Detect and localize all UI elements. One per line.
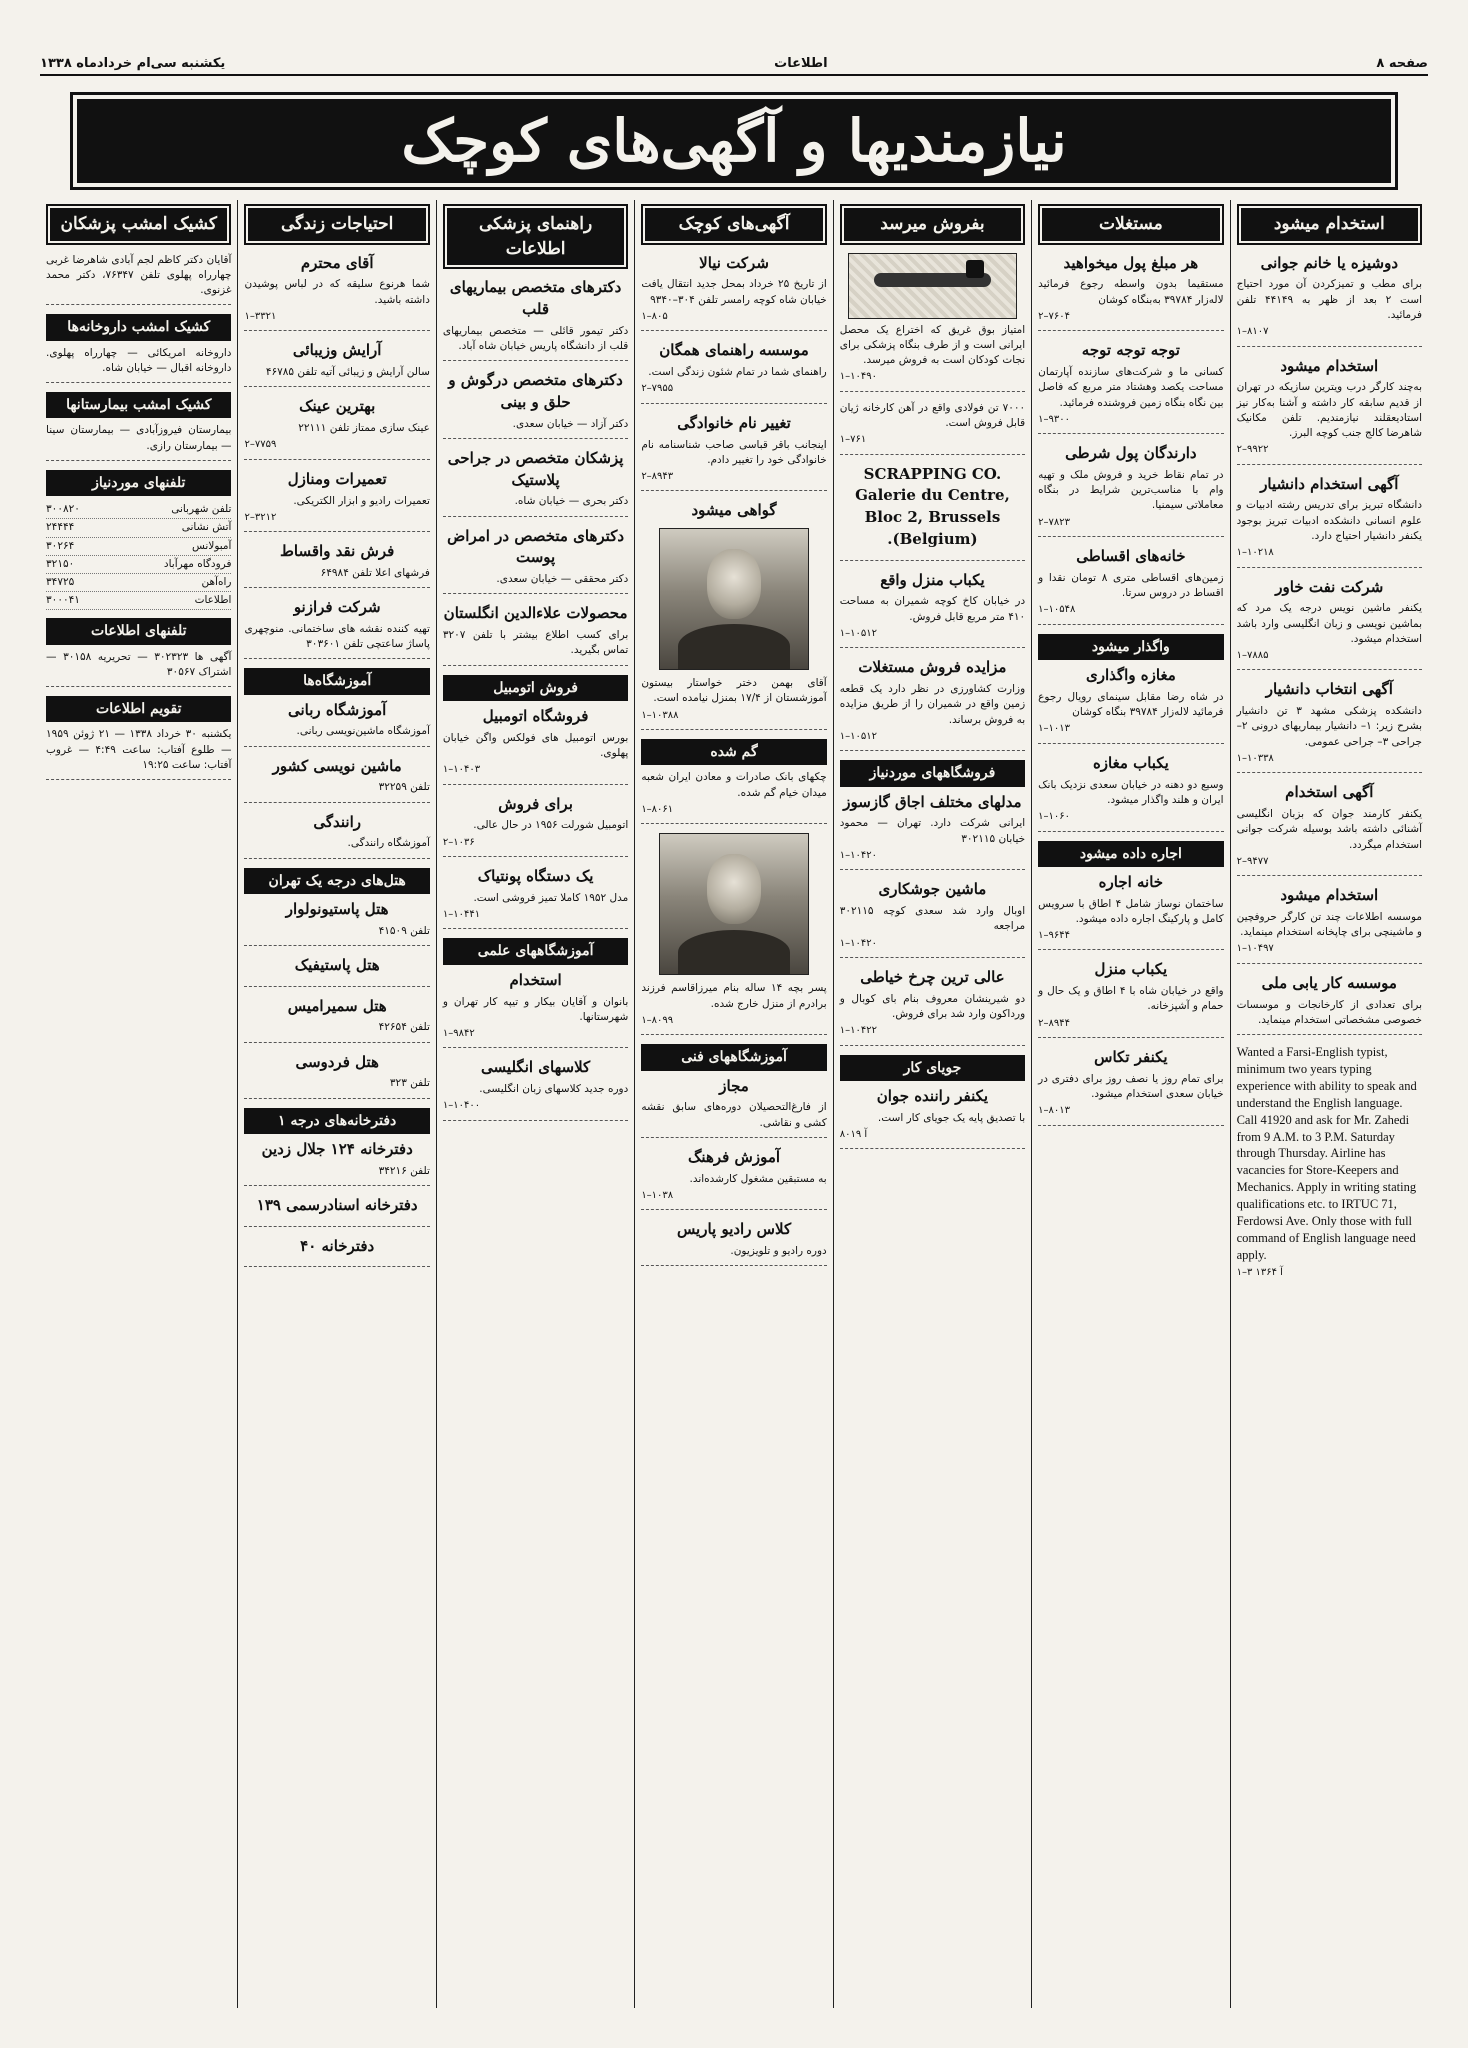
phone-name: اطلاعات	[194, 594, 232, 607]
column-4	[634, 200, 832, 2008]
classified-ad	[46, 346, 231, 383]
photo-face	[707, 549, 760, 619]
phone-number: ۳۰۰۸۲۰	[46, 503, 80, 516]
ad-title: هتل فردوسی	[295, 1052, 379, 1071]
classified-ad	[1038, 1047, 1223, 1126]
ad-body: دوره جدید کلاسهای زبان انگلیسی.	[479, 1083, 629, 1096]
ad-body: برای مطب و تمیزکردن آن مورد احتیاج است ۲ بعد از ظهر به ۴۴۱۴۹ تلفن فرمائید.	[1236, 278, 1422, 321]
classified-ad	[443, 370, 628, 439]
classified-ad	[840, 792, 1025, 871]
classified-ad	[443, 277, 628, 361]
ad-code: ۱–۷۸۸۵	[1236, 649, 1269, 661]
ad-body: موسسه اطلاعات چند تن کارگر حروفچین و ماشینچی برای چاپخانه استخدام مینماید.	[1236, 911, 1422, 939]
ad-body: وزارت کشاورزی در نظر دارد یک قطعه زمین واقع در شمیران را از طریق مزایده به فروش برساند.	[839, 683, 1026, 726]
ad-code: ۱–۸۱۰۷	[1236, 326, 1269, 338]
phone-number: ۳۲۱۵۰	[46, 557, 75, 570]
ad-title: تعمیرات ومنازل	[287, 469, 387, 488]
ad-title: استخدام میشود	[1280, 356, 1379, 375]
ad-code: ۲–۱۰۳۶	[442, 836, 475, 848]
classified-ad	[244, 469, 429, 532]
ad-code: ۱–۱۰۳۸۸	[641, 709, 679, 721]
ad-title: آگهی استخدام دانشیار	[1260, 474, 1399, 493]
classified-ad	[840, 464, 1025, 561]
ad-code: ۲–۸۹۴۴	[1038, 1017, 1071, 1029]
ad-body: دکتر بحری — خیابان شاه.	[514, 495, 629, 508]
portrait-photo	[659, 833, 809, 975]
section-heading: تقویم اطلاعات	[46, 696, 231, 722]
ad-title: ماشین جوشکاری	[878, 880, 987, 899]
ad-title: استخدام	[509, 970, 562, 989]
ad-code: ۱–۱۰۳۳۸	[1236, 752, 1274, 764]
classified-ad	[443, 794, 628, 857]
classified-ad	[641, 981, 826, 1035]
section-heading: واگذار میشود	[1038, 634, 1223, 660]
ad-body: از فارغ‌التحصیلان دوره‌های سابق نقشه کشی و نقاشی.	[641, 1101, 827, 1129]
ad-body: دانشکده پزشکی مشهد ۳ تن دانشیار بشرح زیر: ۱– دانشیار بیماریهای درونی ۲– جراحی ۳– جراحی عمومی.	[1236, 705, 1422, 748]
classified-ad	[1237, 253, 1422, 347]
english-ad: Wanted a Farsi-English typist, minimum two years typing experience with ability to speak and understand the English language. Call 41920 and ask for Mr. Zahedi from 9 A.M. to 3 P.M. Saturday through Thursday. Airline has vacancies for Store-Keepers and Mechanics. Apply in writing stating qualifications etc. to IRTUC 71, Ferdowsi Ave. Only those with full command of English language need apply.	[1236, 1045, 1417, 1262]
ad-body: واقع در خیابان شاه با ۴ اطاق و یک حال و حمام و آشپزخانه.	[1038, 985, 1224, 1013]
column-heading: مستغلات	[1038, 204, 1223, 245]
photo-shoulders	[678, 624, 791, 669]
ad-body: کسانی ما و شرکت‌های سازنده آپارتمان مساحت یکصد وهشتاد متر مربع که فاصل بین نگاه بنگاه زمین فروشنده فرمائید.	[1038, 366, 1224, 409]
ad-body: در شاه رضا مقابل سینمای رویال رجوع فرمائید لاله‌زار ۳۹۷۸۴ بنگاه کوشان	[1038, 690, 1224, 719]
ad-title: موسسه کار یابی ملی	[1261, 973, 1397, 992]
ad-code: ۲–۷۷۵۹	[244, 439, 277, 451]
ad-code: ۱–۱۰۴۲۲	[839, 1025, 877, 1037]
ad-code: ۱–۱۰۵۱۲	[839, 730, 877, 742]
ad-code: ۲–۷۶۰۴	[1038, 310, 1071, 322]
ad-title: برای فروش	[498, 794, 573, 813]
ad-code: ۱–۱۰۲۱۸	[1236, 547, 1274, 559]
classified-ad	[1038, 959, 1223, 1038]
ad-code: ۱–۷۶۱	[839, 434, 867, 446]
classified-ad	[244, 996, 429, 1043]
phone-row	[46, 538, 231, 556]
ad-body: به‌چند کارگر درب ویترین سازیکه در تهران از قدیم سابقه کار داشته و آشنا به‌کار نیز استادیعقلند نیازمندیم. تلفن مکانیک شاهرضا کالج جنب کوچه البرز.	[1236, 381, 1422, 439]
ad-body: وسیع دو دهنه در خیابان سعدی نزدیک بانک ایران و هلند واگذار میشود.	[1038, 778, 1224, 806]
column-heading: کشیک امشب پزشکان	[46, 204, 231, 245]
ad-title: آموزشگاه ربانی	[287, 700, 387, 719]
phone-name: فرودگاه مهرآباد	[163, 557, 232, 570]
ad-title: محصولات علاء‌الدین انگلستان	[443, 604, 628, 623]
ad-code: ۱–۱۰۱۳	[1038, 723, 1071, 735]
ad-code: ۲–۳۲۱۲	[244, 511, 277, 523]
column-heading: استخدام میشود	[1237, 204, 1422, 245]
classified-ad	[1237, 782, 1422, 876]
column-7	[40, 200, 237, 2008]
ad-title: آقای محترم	[300, 253, 374, 272]
classified-ad	[244, 253, 429, 332]
section-heading: دفترخانه‌های درجه ۱	[244, 1108, 429, 1134]
ad-body: بورس اتومبیل های فولکس واگن خیابان پهلوی.	[442, 731, 629, 759]
ad-code: ۲–۷۸۲۳	[1038, 516, 1071, 528]
classified-ad	[46, 423, 231, 460]
ad-body: فرشهای اعلا تلفن ۶۴۹۸۴	[320, 566, 430, 579]
ad-title: یکباب منزل واقع	[880, 570, 985, 589]
ad-title: یکباب منزل	[1094, 960, 1168, 979]
ad-title: موسسه راهنمای همگان	[659, 341, 809, 360]
classified-ad	[443, 970, 628, 1049]
section-heading: فروشگاههای موردنیاز	[840, 760, 1025, 786]
ad-body: اوبال وارد شد سعدی کوچه ۳۰۲۱۱۵ مراجعه	[839, 905, 1026, 933]
ad-code: ۱–۹۳۰۰	[1038, 413, 1071, 425]
ad-title: فرش نقد واقساط	[280, 542, 395, 561]
ad-body: چکهای بانک صادرات و معادن ایران شعبه میدان خیام گم شده.	[641, 771, 827, 799]
ad-title: رانندگی	[313, 812, 361, 831]
ad-title: شرکت نفت خاور	[1275, 577, 1384, 596]
classified-ad	[244, 756, 429, 803]
ad-title: یکنفر تکاس	[1094, 1048, 1168, 1067]
classified-ad	[244, 541, 429, 588]
ad-title: هتل پاستیونولوار	[285, 899, 389, 918]
ad-title: خانه‌های اقساطی	[1076, 547, 1186, 566]
ad-body: راهنمای شما در تمام شئون زندگی است.	[648, 366, 827, 379]
classified-ad	[244, 340, 429, 387]
ad-code: ۱–۱۰۴۰۰	[442, 1100, 481, 1112]
phone-number: ۳۰۰۰۴۱	[46, 594, 80, 607]
ad-title: ماشین نویسی کشور	[272, 756, 402, 775]
column-heading: بفروش میرسد	[840, 204, 1025, 245]
classified-ad	[443, 1057, 628, 1120]
ad-body: ساختمان نوساز شامل ۴ اطاق با سرویس کامل و پارکینگ اجاره داده میشود.	[1038, 897, 1224, 925]
classified-ad	[443, 706, 628, 785]
classified-ad	[641, 1076, 826, 1138]
ad-code: ۱–۹۸۴۲	[442, 1027, 475, 1039]
classified-ad	[1038, 872, 1223, 951]
section-heading: هتل‌های درجه یک تهران	[244, 868, 429, 894]
ad-code: ۱–۸۰۶۱	[641, 803, 674, 815]
classified-ad	[244, 1052, 429, 1099]
classified-ad	[244, 812, 429, 859]
classified-ad	[641, 1219, 826, 1266]
classified-ad	[1038, 753, 1223, 832]
classified-ad	[244, 700, 429, 747]
page-number: صفحه ۸	[1376, 55, 1428, 71]
phone-name: راه‌آهن	[201, 575, 232, 588]
classified-ad	[244, 1236, 429, 1268]
columns-container	[40, 200, 1428, 2008]
classified-ad	[1237, 577, 1422, 671]
ad-title: دفترخانه اسنادرسمی ۱۳۹	[256, 1195, 418, 1214]
ad-body: یکنفر کارمند جوان که بزبان انگلیسی آشنائی داشته باشد بوسیله شرکت جوانی استخدام میگردد.	[1236, 808, 1422, 851]
ad-body: اتومبیل شورلت ۱۹۵۶ در حال عالی.	[473, 819, 629, 832]
ad-body: برای تعدادی از کارخانجات و موسسات خصوصی مشخصاتی استخدام مینماید.	[1236, 998, 1422, 1026]
portrait-photo	[659, 528, 809, 670]
classified-ad	[244, 1139, 429, 1186]
classified-ad	[641, 1147, 826, 1210]
classified-ad	[244, 396, 429, 459]
ad-title: دکترهای متخصص درگوش و حلق و بینی	[448, 371, 623, 411]
phone-number: ۳۴۷۲۵	[46, 575, 75, 588]
ad-title: پزشکان متخصص در جراحی پلاستیک	[447, 448, 624, 489]
ad-body: سالن آرایش و زیبائی آتیه تلفن ۴۶۷۸۵	[265, 366, 430, 379]
ad-title: دفترخانه ۱۲۴ جلال زدین	[261, 1139, 413, 1158]
ad-title: دکترهای متخصص در امراض پوست	[447, 526, 625, 567]
classified-ad	[443, 603, 628, 665]
ad-code: ۱–۸۰۹۹	[641, 1014, 674, 1026]
ad-title: مدلهای مختلف اجاق گازسوز	[843, 792, 1022, 811]
section-heading: کشیک امشب بیمارستانها	[46, 392, 231, 418]
classified-ad	[641, 253, 826, 332]
phone-row	[46, 574, 231, 592]
section-heading: تلفنهای موردنیاز	[46, 470, 231, 496]
ad-code: ۱–۸۰۱۳	[1038, 1105, 1071, 1117]
ad-title: کلاسهای انگلیسی	[481, 1058, 591, 1077]
classified-ad	[244, 597, 429, 659]
ad-code: ۱–۱۰۴۲۰	[839, 937, 877, 949]
ad-body: آقایان دکتر کاظم لجم آبادی شاهرضا غربی چهارراه پهلوی تلفن ۷۶۳۴۷، دکتر محمد غزنوی.	[46, 253, 232, 297]
ad-title: عالی ترین چرخ خیاطی	[860, 968, 1005, 986]
ad-title: یکنفر راننده جوان	[876, 1086, 989, 1105]
section-heading: آموزشگاه‌ها	[244, 668, 429, 694]
section-heading: اجاره داده میشود	[1038, 841, 1223, 867]
phone-number: ۲۴۴۴۴	[46, 521, 75, 534]
classified-ad	[1237, 356, 1422, 465]
ad-body: تلفن ۴۱۵۰۹	[378, 924, 430, 937]
column-1	[1230, 200, 1428, 2008]
ad-title: شرکت نیالا	[699, 253, 769, 272]
phone-row	[46, 592, 231, 610]
ad-body: آموزشگاه رانندگی.	[347, 837, 430, 850]
column-2	[1031, 200, 1229, 2008]
classified-ad	[840, 967, 1025, 1046]
ad-title: مغازه واگذاری	[1085, 666, 1176, 685]
classified-ad	[840, 401, 1025, 455]
ad-code: ۱–۱۰۵۱۲	[839, 627, 877, 639]
classified-ad	[46, 650, 231, 687]
ad-body: اینجانب باقر قباسی صاحب شناسنامه نام خانوادگی خود را تغییر دادم.	[641, 438, 827, 466]
column-heading: راهنمای پزشکی اطلاعات	[443, 204, 628, 269]
ad-title: هتل پاستیفیک	[294, 955, 380, 974]
ad-body: دکتر آزاد — خیابان سعدی.	[512, 417, 629, 430]
ad-body: دکتر محققی — خیابان سعدی.	[496, 573, 629, 586]
section-heading: تلفنهای اطلاعات	[46, 618, 231, 644]
ad-code: ۲–۹۴۷۷	[1236, 855, 1269, 867]
column-heading: احتیاجات زندگی	[244, 204, 429, 245]
ad-body: تلفن ۳۴۲۱۶	[378, 1164, 430, 1177]
ad-code: ۱–۱۰۴۰۳	[442, 764, 481, 776]
classified-ad	[641, 676, 826, 730]
classified-ad	[443, 866, 628, 929]
ad-body: پسر بچه ۱۴ ساله بنام میرزاقاسم فرزند برادرم از منزل خارج شده.	[641, 982, 827, 1010]
ad-title: بهترین عینک	[299, 397, 376, 416]
column-5	[436, 200, 634, 2008]
ad-title: دوشیزه یا خانم جوانی	[1260, 253, 1398, 272]
classified-ad	[840, 570, 1025, 649]
classified-ad	[1237, 679, 1422, 773]
ad-body: زمین‌های اقساطی متری ۸ تومان نقدا و اقساط در دروس سرتا.	[1038, 571, 1224, 600]
classified-ad	[46, 727, 231, 780]
ad-body: تعمیرات رادیو و ابزار الکتریکی.	[293, 494, 430, 507]
classified-ad	[1038, 253, 1223, 332]
ad-title: دکترهای متخصص بیماریهای قلب	[449, 278, 622, 319]
ad-title: یکباب مغازه	[1092, 753, 1169, 772]
column-heading: آگهی‌های کوچک	[641, 204, 826, 245]
ad-body: ۷۰۰۰ تن فولادی واقع در آهن کارخانه ژیان قابل فروش است.	[839, 401, 1026, 430]
ad-code: ۱–۱۰۴۴۱	[442, 908, 481, 920]
classified-ad	[1038, 340, 1223, 434]
phone-row	[46, 519, 231, 537]
ad-title: فروشگاه اتومبیل	[482, 706, 589, 725]
classified-ad	[840, 657, 1025, 751]
ad-title: آرایش وزیبائی	[292, 341, 382, 360]
section-heading: فروش اتومبیل	[443, 675, 628, 701]
classified-ad	[244, 899, 429, 946]
section-heading: گم شده	[641, 739, 826, 765]
ad-body: دوره رادیو و تلویزیون.	[730, 1245, 827, 1258]
page-top-line	[40, 52, 1428, 76]
column-6	[237, 200, 435, 2008]
ad-code: ۲–۹۹۲۲	[1236, 444, 1269, 456]
ad-body: تلفن ۳۲۲۵۹	[378, 781, 430, 794]
ad-title: هتل سمیرامیس	[287, 996, 387, 1015]
column-3	[833, 200, 1031, 2008]
ad-body: یکنفر ماشین نویس درجه یک مرد که بماشین نویسی و زبان انگلیسی وارد باشد استخدام میشود.	[1236, 602, 1422, 645]
ad-title: آگهی استخدام	[1285, 783, 1374, 802]
ad-title: استخدام میشود	[1280, 886, 1379, 905]
phone-number: ۳۰۲۶۴	[46, 539, 75, 552]
ad-code: ۲–۸۹۴۳	[641, 470, 674, 482]
classified-ad	[1237, 885, 1422, 964]
classified-ad	[443, 526, 628, 595]
ad-title: SCRAPPING CO. Galerie du Centre, Bloc 2, Brussels (Belgium).	[855, 464, 1010, 548]
classified-ad	[244, 955, 429, 987]
section-heading: آموزشگاههای فنی	[641, 1044, 826, 1070]
phone-name: آتش نشانی	[181, 521, 232, 534]
ad-body: با تصدیق پایه یک جویای کار است.	[877, 1111, 1026, 1124]
ad-body: دکتر تیمور قائلی — متخصص بیماریهای قلب از دانشگاه پاریس خیابان شاه آباد.	[442, 324, 629, 352]
phone-name: آمبولانس	[192, 539, 232, 552]
ad-body: شما هرنوع سلیقه که در لباس پوشیدن داشته باشید.	[244, 278, 430, 306]
ad-body: ایرانی شرکت دارد. تهران — محمود خیابان ۳۰۲۱۱۵	[839, 817, 1026, 845]
product-illustration	[848, 253, 1017, 319]
nozzle-shape	[966, 260, 984, 278]
ad-body: آگهی ها ۳۰۲۳۲۳ — تحریریه ۳۰۱۵۸ — اشتراک ۳۰۵۶۷	[46, 650, 232, 678]
classified-ad	[1237, 973, 1422, 1035]
ad-body: در خیابان کاخ کوچه شمیران به مساحت ۴۱۰ متر مربع قابل فروش.	[839, 595, 1026, 623]
ad-code: آ ۱۳۶۴ ۳–۱	[1236, 1266, 1283, 1278]
classified-ad	[46, 253, 231, 306]
ad-code: ۲–۷۹۵۵	[641, 383, 674, 395]
section-heading: کشیک امشب داروخانه‌ها	[46, 314, 231, 340]
ad-body: دو شیرینشان معروف بنام بای کوبال و ورداکون وارد شد برای فروش.	[839, 992, 1026, 1020]
phone-row	[46, 501, 231, 519]
ad-body: دانشگاه تبریز برای تدریس رشته ادبیات و علوم انسانی دانشکده ادبیات تبریز بوجود یکنفر دانشیار احتیاج دارد.	[1236, 499, 1422, 542]
ad-code: ۱–۱۰۴۹۷	[1236, 943, 1274, 955]
ad-title: تغییر نام خانوادگی	[677, 413, 791, 432]
photo-face	[707, 854, 760, 924]
ad-body: آموزشگاه ماشین‌نویسی ربانی.	[296, 725, 430, 738]
classified-ad	[244, 1195, 429, 1227]
ad-title: مجاز	[719, 1076, 749, 1095]
classified-ad	[1038, 443, 1223, 537]
ad-title: شرکت فرازنو	[293, 598, 381, 617]
ad-code: ۱–۱۰۴۲۰	[839, 849, 877, 861]
classified-ad	[1038, 546, 1223, 625]
ad-body: مستقیما بدون واسطه رجوع فرمائید لاله‌زار ۳۹۷۸۴ به‌بنگاه کوشان	[1038, 278, 1224, 306]
ad-title: آموزش فرهنگ	[688, 1147, 781, 1166]
ad-title: آگهی انتخاب دانشیار	[1265, 680, 1393, 699]
phone-row	[46, 556, 231, 574]
ad-title: خانه اجاره	[1098, 872, 1164, 891]
classified-ad	[641, 340, 826, 403]
ad-title: یک دستگاه پونتیاک	[477, 867, 594, 886]
ad-title: مزایده فروش مستغلات	[858, 658, 1007, 677]
phone-name: تلفن شهربانی	[171, 503, 232, 516]
ad-body: تهیه کننده نقشه های ساختمانی. منوچهری پاساژ ساعتچی تلفن ۳۰۳۶۰۱	[244, 622, 430, 651]
ad-title: توجه توجه توجه	[1081, 341, 1180, 360]
ad-body: آقای بهمن دختر خواستار بیستون آموزشستان از ۱۷/۴ بمنزل نیامده است.	[641, 677, 827, 705]
ad-code: ۱–۱۰۳۸	[641, 1189, 674, 1201]
ad-body: از تاریخ ۲۵ خرداد بمحل جدید انتقال یافت خیابان شاه کوچه رامسر تلفن ۳۰۴–۹۳۴۰	[641, 278, 827, 306]
ad-code: ۱–۱۰۶۰	[1038, 811, 1071, 822]
ad-body: یکشنبه ۳۰ خرداد ۱۳۳۸ — ۲۱ ژوئن ۱۹۵۹ — طلوع آفتاب: ساعت ۴:۴۹ — غروب آفتاب: ساعت ۱۹:۲۵	[46, 728, 232, 771]
ad-body: بیمارستان فیروزآبادی — بیمارستان سینا — بیمارستان رازی.	[46, 424, 232, 452]
ad-code: آ ۸۰۱۹	[839, 1128, 868, 1140]
ad-body: مدل ۱۹۵۲ کاملا تمیز فروشی است.	[473, 891, 629, 904]
classified-ad	[641, 413, 826, 492]
ad-body: به مستبقین مشغول کارشده‌اند.	[689, 1172, 827, 1185]
classified-ad	[840, 1086, 1025, 1149]
classifieds-banner: نیازمندیها و آگهی‌های کوچک	[70, 92, 1398, 190]
ad-body: عینک سازی ممتاز تلفن ۲۲۱۱۱	[298, 422, 430, 435]
classified-ad	[443, 448, 628, 517]
ad-code: ۱–۱۰۴۹۰	[839, 371, 877, 383]
classified-ad	[840, 879, 1025, 958]
classified-ad	[1237, 474, 1422, 568]
ad-title: گواهی میشود	[691, 501, 777, 520]
paper-name: اطلاعات	[774, 55, 828, 71]
ad-body: امتیاز بوق غریق که اختراع یک محصل ایرانی است و از طرف بنگاه پزشکی برای نجات کودکان است به فروش میرسد.	[839, 323, 1026, 367]
ad-title: دفترخانه ۴۰	[300, 1236, 375, 1255]
ad-body: تلفن ۴۲۶۵۴	[378, 1021, 430, 1034]
classified-ad	[840, 323, 1025, 392]
ad-code: ۱–۹۶۴۴	[1038, 929, 1071, 941]
ad-code: ۱–۱۰۵۴۸	[1038, 604, 1076, 616]
section-heading: جویای کار	[840, 1055, 1025, 1081]
ad-code: ۱–۳۳۲۱	[244, 310, 277, 322]
classified-ad	[1038, 665, 1223, 744]
ad-body: در تمام نقاط خرید و فروش ملک و تهیه وام با مناسب‌ترین شرایط در بنگاه معاملاتی سیمنیا.	[1038, 468, 1224, 512]
ad-body: داروخانه امریکائی — چهارراه پهلوی. داروخانه اقبال — خیابان شاه.	[46, 346, 232, 374]
ad-title: هر مبلغ پول میخواهید	[1063, 253, 1199, 272]
section-heading: آموزشگاههای علمی	[443, 938, 628, 964]
ad-body: برای کسب اطلاع بیشتر با تلفن ۳۲۰۷ تماس بگیرید.	[442, 629, 629, 657]
ad-body: تلفن ۳۲۳	[389, 1077, 430, 1090]
ad-code: ۱–۸۰۵	[641, 310, 668, 322]
ad-title: کلاس رادیو پاریس	[676, 1220, 792, 1239]
ad-body: برای تمام روز یا نصف روز برای دفتری در خیابان سعدی استخدام میشود.	[1038, 1072, 1224, 1101]
ad-body: بانوان و آقایان بیکار و تیپه کار تهران و شهرستانها.	[442, 995, 629, 1023]
photo-shoulders	[678, 930, 791, 975]
classified-ad	[641, 770, 826, 824]
ad-title: دارندگان پول شرطی	[1065, 444, 1197, 463]
issue-date: یکشنبه سی‌ام خردادماه ۱۳۳۸	[40, 55, 226, 71]
